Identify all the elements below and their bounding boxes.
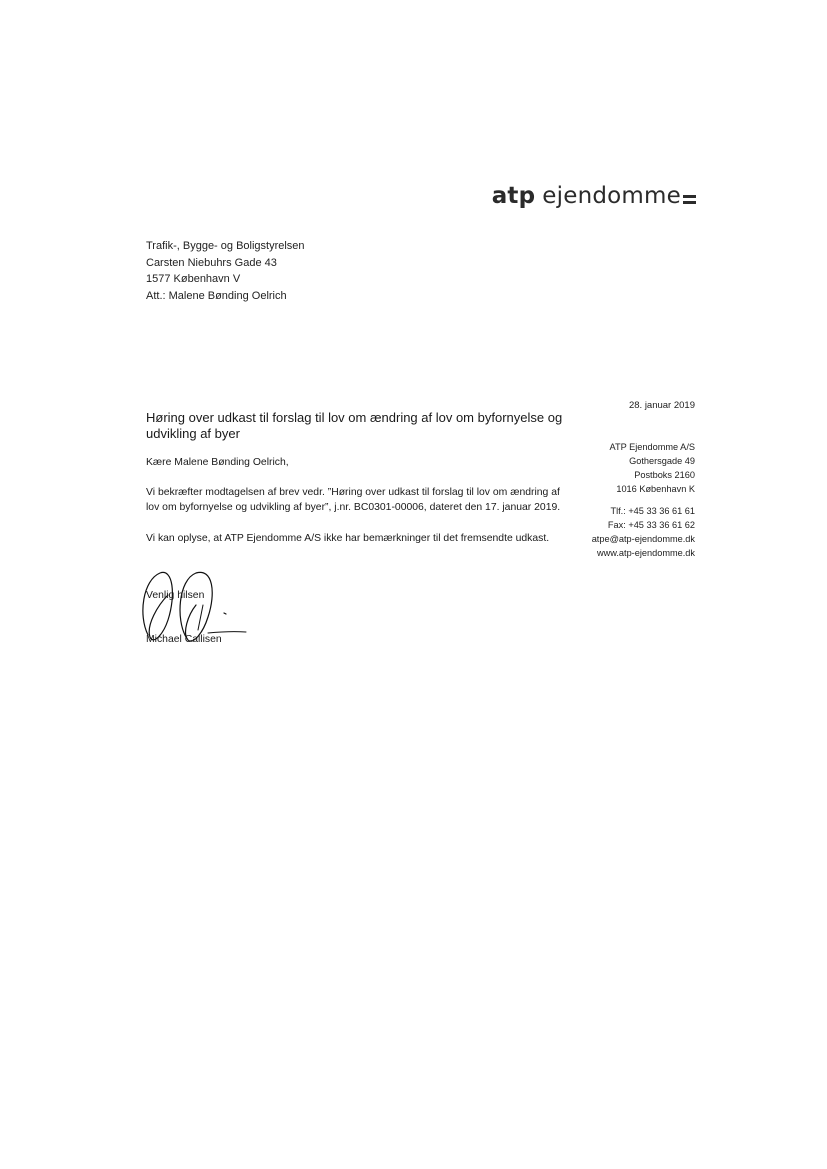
signer-name: Michael Callisen [146, 634, 222, 645]
sender-fax: Fax: +45 33 36 61 62 [607, 520, 695, 530]
closing-text: Venlig hilsen [146, 590, 205, 601]
sender-spacer [592, 496, 695, 504]
logo-bars-icon [683, 192, 696, 206]
sender-pobox: Postboks 2160 [634, 470, 695, 480]
sender-address-block [592, 440, 695, 560]
recipient-line-3: 1577 København V [146, 273, 241, 285]
letter-date: 28. januar 2019 [628, 400, 695, 411]
sender-street: Gothersgade 49 [629, 456, 695, 466]
sender-web: www.atp-ejendomme.dk [596, 548, 695, 558]
recipient-address [146, 238, 305, 304]
sender-company: ATP Ejendomme A/S [609, 442, 695, 452]
body-paragraph-1-line-1: Vi bekræfter modtagelsen af brev vedr. ”Høring over udkast til forslag til lov om ændring af [146, 487, 560, 498]
sender-email: atpe@atp-ejendomme.dk [591, 534, 695, 544]
salutation: Kære Malene Bønding Oelrich, [146, 457, 289, 468]
letter-subject: Høring over udkast til forslag til lov om ændring af lov om byfornyelse og udvikling af byer [146, 410, 563, 441]
body-paragraph-1-line-2: lov om byfornyelse og udvikling af byer”, j.nr. BC0301-00006, dateret den 17. januar 2019. [146, 501, 561, 513]
sender-phone: Tlf.: +45 33 36 61 61 [610, 506, 695, 516]
recipient-line-2: Carsten Niebuhrs Gade 43 [146, 256, 277, 269]
body-paragraph-1 [146, 486, 560, 515]
body-paragraph-2: Vi kan oplyse, at ATP Ejendomme A/S ikke har bemærkninger til det fremsendte udkast. [146, 533, 550, 544]
recipient-line-1: Trafik-, Bygge- og Boligstyrelsen [146, 240, 305, 252]
logo-ejendomme-text: ejendomme [542, 183, 681, 209]
company-logo [492, 183, 696, 209]
recipient-line-4: Att.: Malene Bønding Oelrich [146, 289, 287, 302]
sender-city: 1016 København K [616, 484, 695, 494]
logo-atp-text: atp [491, 183, 536, 209]
